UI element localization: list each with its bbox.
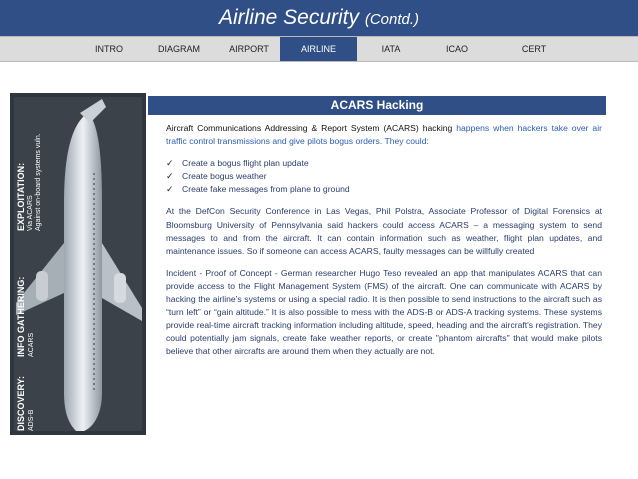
checkmark-icon: ✓ [166,171,174,182]
list-item [166,157,602,170]
list-item-text: Create a bogus flight plan update [182,158,309,169]
acars-hacking-panel [148,96,606,430]
nav-tab-airport[interactable]: AIRPORT [229,44,269,54]
intro-paragraph [166,122,602,148]
list-item-text: Create fake messages from plane to ground [182,184,350,195]
page-title [0,6,638,30]
exploitation-heading: EXPLOITATION: [16,162,26,231]
checkmark-icon: ✓ [166,158,174,169]
list-item-text: Create bogus weather [182,171,267,182]
nav-tab-cert[interactable]: CERT [521,44,547,54]
exploitation-label-group [16,113,60,231]
info-gathering-item-1: ACARS [28,332,35,357]
panel-body [166,122,602,368]
defcon-paragraph: At the DefCon Security Conference in Las Vegas, Phil Polstra, Associate Professor of Digital Forensics at Bloomsburg University of Pennsylvania said hackers could access ACARS – a messaging system to send messages to and from the aircraft. It can contain information such as weather, flight plan updates, and maintenance issues. So if someone can access ACARS, faulty messages can be willfully created [166,206,602,256]
discovery-label-group [16,363,56,431]
list-item [166,183,602,196]
nav-tab-iata[interactable]: IATA [381,44,401,54]
info-gathering-label-group [16,239,56,357]
page-title-subtitle: (Contd.) [364,11,420,28]
nav-tab-airline[interactable]: AIRLINE [280,37,357,61]
discovery-item-1: ADS-B [28,409,35,431]
list-item [166,170,602,183]
page-title-main: Airline Security [218,6,360,29]
intro-paragraph-lead: Aircraft Communications Addressing & Report System (ACARS) hacking [166,123,453,133]
exploitation-item-2: Against on-board systems vuln. [35,133,42,231]
info-gathering-heading: INFO GATHERING: [16,276,26,357]
discovery-heading: DISCOVERY: [16,375,26,431]
nav-tab-intro[interactable]: INTRO [95,44,123,54]
header-bar [0,0,638,36]
nav-tab-diagram[interactable]: DIAGRAM [157,44,200,54]
intro-paragraph-rest: happens when hackers take over air traffic control transmissions and give pilots bogus orders. They could: [166,123,602,147]
aircraft-infographic-image [10,93,146,435]
attack-list [166,157,602,196]
checkmark-icon: ✓ [166,184,174,195]
incident-paragraph: Incident - Proof of Concept - German researcher Hugo Teso revealed an app that manipulates ACARS that can provide access to the Flight Management System (FMS) of the aircraft. One can communicate with ACARS by hacking the airline’s systems or using a special radio. It is then possible to send instructions to the aircraft such as “turn left” or “gain altitude.” It is also possible to mess with the ADS-B or ADS-A tracking systems. These systems provide real-time aircraft tracking information including altitude, speed, heading and the aircraft's registration. They could potentially jam signals, create fake weather reports, or create "phantom aircrafts" that would make pilots believe that other aircrafts are around them when they actually are not. [166,267,602,357]
nav-tab-icao[interactable]: ICAO [445,44,468,54]
panel-title: ACARS Hacking [148,96,606,115]
nav-bar [0,36,638,62]
exploitation-item-1: Via ACARS [27,195,34,231]
